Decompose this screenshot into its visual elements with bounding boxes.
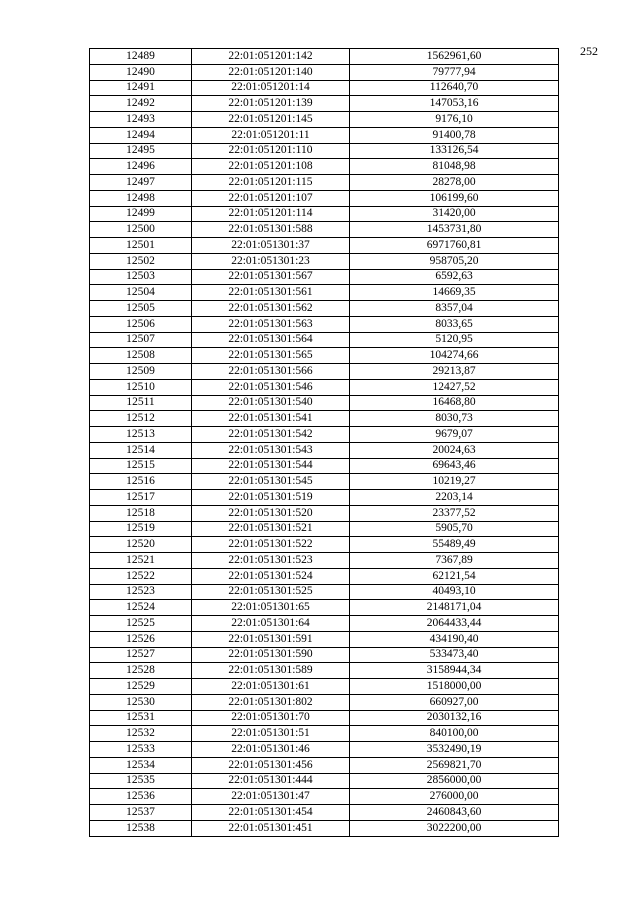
value-cell: 7367,89 [350,553,559,569]
table-row [90,379,559,395]
table-row [90,458,559,474]
table-row [90,253,559,269]
value-cell: 276000,00 [350,789,559,805]
cadastral-number-cell: 22:01:051301:521 [192,521,350,537]
cadastral-number-cell: 22:01:051301:543 [192,442,350,458]
table-row [90,143,559,159]
table-row [90,301,559,317]
row-number-cell: 12513 [90,427,192,443]
cadastral-number-cell: 22:01:051301:444 [192,773,350,789]
row-number-cell: 12490 [90,64,192,80]
value-cell: 1562961,60 [350,49,559,65]
row-number-cell: 12510 [90,379,192,395]
row-number-cell: 12514 [90,442,192,458]
row-number-cell: 12536 [90,789,192,805]
value-cell: 8033,65 [350,316,559,332]
value-cell: 2030132,16 [350,710,559,726]
value-cell: 81048,98 [350,159,559,175]
value-cell: 14669,35 [350,285,559,301]
row-number-cell: 12534 [90,757,192,773]
table-row [90,616,559,632]
row-number-cell: 12518 [90,505,192,521]
table-row [90,773,559,789]
table-row [90,96,559,112]
value-cell: 2460843,60 [350,805,559,821]
table-row [90,285,559,301]
value-cell: 2064433,44 [350,616,559,632]
table-row [90,64,559,80]
row-number-cell: 12507 [90,332,192,348]
table-row [90,789,559,805]
table-row [90,332,559,348]
value-cell: 660927,00 [350,694,559,710]
value-cell: 9176,10 [350,112,559,128]
table-body [90,49,559,837]
row-number-cell: 12509 [90,364,192,380]
cadastral-number-cell: 22:01:051301:541 [192,411,350,427]
value-cell: 3532490,19 [350,742,559,758]
row-number-cell: 12519 [90,521,192,537]
row-number-cell: 12495 [90,143,192,159]
cadastral-number-cell: 22:01:051301:524 [192,568,350,584]
value-cell: 8030,73 [350,411,559,427]
cadastral-number-cell: 22:01:051301:61 [192,679,350,695]
row-number-cell: 12538 [90,820,192,836]
row-number-cell: 12521 [90,553,192,569]
value-cell: 958705,20 [350,253,559,269]
row-number-cell: 12506 [90,316,192,332]
cadastral-number-cell: 22:01:051301:567 [192,269,350,285]
cadastral-number-cell: 22:01:051301:519 [192,490,350,506]
table-row [90,631,559,647]
cadastral-number-cell: 22:01:051301:590 [192,647,350,663]
value-cell: 10219,27 [350,474,559,490]
cadastral-number-cell: 22:01:051201:140 [192,64,350,80]
row-number-cell: 12515 [90,458,192,474]
table-row [90,679,559,695]
value-cell: 62121,54 [350,568,559,584]
row-number-cell: 12533 [90,742,192,758]
table-row [90,663,559,679]
value-cell: 23377,52 [350,505,559,521]
cadastral-number-cell: 22:01:051301:589 [192,663,350,679]
table-row [90,521,559,537]
cadastral-number-cell: 22:01:051301:542 [192,427,350,443]
cadastral-number-cell: 22:01:051201:115 [192,175,350,191]
table-row [90,537,559,553]
table-row [90,49,559,65]
table-row [90,206,559,222]
value-cell: 40493,10 [350,584,559,600]
row-number-cell: 12530 [90,694,192,710]
row-number-cell: 12520 [90,537,192,553]
cadastral-number-cell: 22:01:051301:540 [192,395,350,411]
value-cell: 2569821,70 [350,757,559,773]
cadastral-number-cell: 22:01:051301:564 [192,332,350,348]
cadastral-number-cell: 22:01:051301:37 [192,238,350,254]
row-number-cell: 12503 [90,269,192,285]
value-cell: 28278,00 [350,175,559,191]
row-number-cell: 12508 [90,348,192,364]
table-row [90,742,559,758]
value-cell: 5905,70 [350,521,559,537]
row-number-cell: 12492 [90,96,192,112]
row-number-cell: 12501 [90,238,192,254]
page-number: 252 [580,44,598,58]
value-cell: 16468,80 [350,395,559,411]
table-row [90,427,559,443]
table-row [90,395,559,411]
cadastral-number-cell: 22:01:051301:64 [192,616,350,632]
table-row [90,710,559,726]
table-row [90,490,559,506]
cadastral-number-cell: 22:01:051301:70 [192,710,350,726]
cadastral-table [89,48,559,837]
table-row [90,159,559,175]
value-cell: 55489,49 [350,537,559,553]
row-number-cell: 12512 [90,411,192,427]
row-number-cell: 12497 [90,175,192,191]
value-cell: 840100,00 [350,726,559,742]
cadastral-number-cell: 22:01:051201:114 [192,206,350,222]
table-row [90,175,559,191]
value-cell: 29213,87 [350,364,559,380]
cadastral-number-cell: 22:01:051301:454 [192,805,350,821]
table-row [90,222,559,238]
value-cell: 5120,95 [350,332,559,348]
cadastral-number-cell: 22:01:051301:588 [192,222,350,238]
cadastral-number-cell: 22:01:051301:565 [192,348,350,364]
value-cell: 2148171,04 [350,600,559,616]
row-number-cell: 12531 [90,710,192,726]
value-cell: 2203,14 [350,490,559,506]
cadastral-number-cell: 22:01:051201:107 [192,190,350,206]
cadastral-number-cell: 22:01:051201:142 [192,49,350,65]
row-number-cell: 12526 [90,631,192,647]
value-cell: 533473,40 [350,647,559,663]
row-number-cell: 12498 [90,190,192,206]
row-number-cell: 12516 [90,474,192,490]
row-number-cell: 12523 [90,584,192,600]
table-row [90,568,559,584]
cadastral-number-cell: 22:01:051301:456 [192,757,350,773]
cadastral-number-cell: 22:01:051201:110 [192,143,350,159]
row-number-cell: 12527 [90,647,192,663]
table-row [90,757,559,773]
cadastral-number-cell: 22:01:051301:562 [192,301,350,317]
value-cell: 3158944,34 [350,663,559,679]
value-cell: 12427,52 [350,379,559,395]
cadastral-number-cell: 22:01:051301:802 [192,694,350,710]
value-cell: 6971760,81 [350,238,559,254]
cadastral-number-cell: 22:01:051201:14 [192,80,350,96]
table-row [90,190,559,206]
value-cell: 79777,94 [350,64,559,80]
row-number-cell: 12525 [90,616,192,632]
table-row [90,805,559,821]
value-cell: 1453731,80 [350,222,559,238]
value-cell: 106199,60 [350,190,559,206]
row-number-cell: 12493 [90,112,192,128]
cadastral-number-cell: 22:01:051301:451 [192,820,350,836]
row-number-cell: 12524 [90,600,192,616]
value-cell: 31420,00 [350,206,559,222]
table-row [90,442,559,458]
value-cell: 133126,54 [350,143,559,159]
value-cell: 20024,63 [350,442,559,458]
table-row [90,238,559,254]
table-row [90,80,559,96]
row-number-cell: 12535 [90,773,192,789]
table-row [90,584,559,600]
value-cell: 147053,16 [350,96,559,112]
value-cell: 434190,40 [350,631,559,647]
value-cell: 9679,07 [350,427,559,443]
row-number-cell: 12522 [90,568,192,584]
value-cell: 2856000,00 [350,773,559,789]
cadastral-number-cell: 22:01:051201:145 [192,112,350,128]
row-number-cell: 12528 [90,663,192,679]
row-number-cell: 12499 [90,206,192,222]
cadastral-number-cell: 22:01:051301:546 [192,379,350,395]
cadastral-number-cell: 22:01:051301:520 [192,505,350,521]
table-row [90,505,559,521]
row-number-cell: 12489 [90,49,192,65]
row-number-cell: 12537 [90,805,192,821]
row-number-cell: 12491 [90,80,192,96]
value-cell: 6592,63 [350,269,559,285]
value-cell: 1518000,00 [350,679,559,695]
cadastral-number-cell: 22:01:051301:523 [192,553,350,569]
cadastral-number-cell: 22:01:051301:566 [192,364,350,380]
table-row [90,474,559,490]
row-number-cell: 12500 [90,222,192,238]
cadastral-number-cell: 22:01:051301:522 [192,537,350,553]
cadastral-number-cell: 22:01:051301:561 [192,285,350,301]
table-row [90,127,559,143]
row-number-cell: 12494 [90,127,192,143]
row-number-cell: 12511 [90,395,192,411]
cadastral-number-cell: 22:01:051301:51 [192,726,350,742]
row-number-cell: 12496 [90,159,192,175]
cadastral-number-cell: 22:01:051201:139 [192,96,350,112]
table-row [90,411,559,427]
row-number-cell: 12505 [90,301,192,317]
cadastral-number-cell: 22:01:051201:11 [192,127,350,143]
row-number-cell: 12532 [90,726,192,742]
cadastral-number-cell: 22:01:051301:563 [192,316,350,332]
row-number-cell: 12517 [90,490,192,506]
cadastral-number-cell: 22:01:051201:108 [192,159,350,175]
value-cell: 91400,78 [350,127,559,143]
row-number-cell: 12504 [90,285,192,301]
cadastral-number-cell: 22:01:051301:525 [192,584,350,600]
cadastral-number-cell: 22:01:051301:46 [192,742,350,758]
table-row [90,553,559,569]
cadastral-number-cell: 22:01:051301:65 [192,600,350,616]
cadastral-number-cell: 22:01:051301:545 [192,474,350,490]
table-row [90,647,559,663]
row-number-cell: 12502 [90,253,192,269]
value-cell: 8357,04 [350,301,559,317]
value-cell: 104274,66 [350,348,559,364]
cadastral-number-cell: 22:01:051301:47 [192,789,350,805]
table-row [90,820,559,836]
cadastral-number-cell: 22:01:051301:23 [192,253,350,269]
row-number-cell: 12529 [90,679,192,695]
table-row [90,694,559,710]
cadastral-number-cell: 22:01:051301:544 [192,458,350,474]
table-row [90,364,559,380]
cadastral-number-cell: 22:01:051301:591 [192,631,350,647]
table-row [90,600,559,616]
table-row [90,269,559,285]
table-row [90,112,559,128]
table-row [90,348,559,364]
value-cell: 69643,46 [350,458,559,474]
value-cell: 112640,70 [350,80,559,96]
table-row [90,726,559,742]
table-row [90,316,559,332]
value-cell: 3022200,00 [350,820,559,836]
